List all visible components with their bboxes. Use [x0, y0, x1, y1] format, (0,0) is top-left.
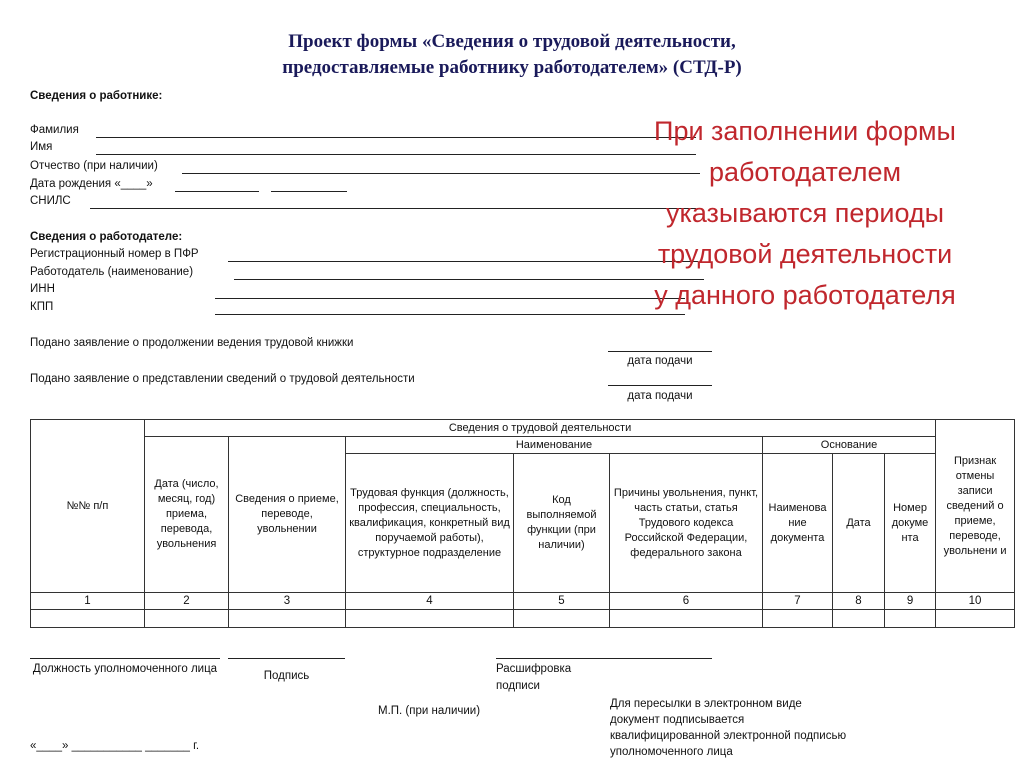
table-cell[interactable] [885, 610, 936, 628]
overlay-line: работодателем [708, 157, 902, 187]
col-date-header: Дата (число, месяц, год) приема, перевода, увольнения [145, 437, 229, 593]
table-cell[interactable] [610, 610, 763, 628]
table-cell[interactable] [31, 610, 145, 628]
stamp-label: М.П. (при наличии) [378, 705, 481, 717]
note-line: Для пересылки в электронном виде [610, 698, 802, 710]
workbook-date-field[interactable] [608, 351, 712, 352]
birth-date-label: Дата рождения «____» [30, 178, 153, 190]
patronymic-label: Отчество (при наличии) [30, 160, 158, 172]
position-line[interactable] [30, 658, 220, 659]
col-number: 1 [31, 593, 145, 610]
electronic-signature-note [610, 696, 846, 760]
surname-label: Фамилия [30, 124, 79, 136]
form-title-line2: предоставляемые работнику работодателем» (СТД-Р) [282, 57, 742, 78]
employer-section-heading: Сведения о работодателе: [30, 231, 183, 243]
info-date-caption: дата подачи [627, 390, 693, 402]
workbook-date-caption: дата подачи [627, 355, 693, 367]
overlay-line: трудовой деятельности [657, 239, 953, 269]
signature-caption: Подпись [263, 670, 310, 682]
overlay-line: у данного работодателя [654, 280, 956, 310]
col-info-header: Сведения о приеме, переводе, увольнении [229, 437, 346, 593]
snils-label: СНИЛС [30, 195, 71, 207]
note-line: квалифицированной электронной подписью [610, 730, 847, 742]
kpp-label: КПП [30, 301, 54, 313]
col-reasons-header: Причины увольнения, пункт, часть статьи, статья Трудового кодекса Российской Федерации, федерального закона [610, 454, 763, 593]
group-basis-header: Основание [763, 437, 936, 454]
inn-label: ИНН [30, 283, 55, 295]
col-num-header: №№ п/п [31, 420, 145, 593]
col-cancel-header: Признак отмены записи сведений о приеме, переводе, увольнени и [936, 420, 1015, 593]
col-number: 5 [514, 593, 610, 610]
col-docdate-header: Дата [833, 454, 885, 593]
workbook-application-label: Подано заявление о продолжении ведения трудовой книжки [30, 337, 354, 349]
overlay-note [600, 111, 1010, 316]
col-docnum-header: Номер докуме нта [885, 454, 936, 593]
table-cell[interactable] [763, 610, 833, 628]
overlay-line: указываются периоды [665, 198, 945, 228]
col-code-header: Код выполняемой функции (при наличии) [514, 454, 610, 593]
decoding-line[interactable] [496, 658, 712, 659]
table-cell[interactable] [346, 610, 514, 628]
table-cell[interactable] [936, 610, 1015, 628]
employment-history-table [30, 419, 1015, 628]
pfr-number-label: Регистрационный номер в ПФР [30, 248, 199, 260]
group-title-header: Сведения о трудовой деятельности [145, 420, 936, 437]
table-cell[interactable] [229, 610, 346, 628]
col-number: 7 [763, 593, 833, 610]
table-cell[interactable] [145, 610, 229, 628]
position-caption: Должность уполномоченного лица [32, 663, 218, 675]
table-row [31, 610, 1015, 628]
col-number: 10 [936, 593, 1015, 610]
col-number: 4 [346, 593, 514, 610]
date-line: «____» ___________ _______ г. [30, 740, 200, 752]
overlay-line: При заполнении формы [654, 116, 956, 146]
form-title-line1: Проект формы «Сведения о трудовой деятельности, [288, 31, 736, 52]
table-cell[interactable] [833, 610, 885, 628]
note-line: документ подписывается [610, 714, 745, 726]
table-cell[interactable] [514, 610, 610, 628]
info-date-field[interactable] [608, 385, 712, 386]
col-number: 3 [229, 593, 346, 610]
col-number: 9 [885, 593, 936, 610]
note-line: уполномоченного лица [610, 746, 733, 758]
group-name-header: Наименование [346, 437, 763, 454]
birth-month-field[interactable] [175, 191, 259, 192]
col-function-header: Трудовая функция (должность, профессия, специальность, квалификация, конкретный вид поручаемой работы), структурное подразделение [346, 454, 514, 593]
col-docname-header: Наименова ние документа [763, 454, 833, 593]
col-number: 8 [833, 593, 885, 610]
col-number: 2 [145, 593, 229, 610]
info-application-label: Подано заявление о представлении сведений о трудовой деятельности [30, 373, 415, 385]
employee-section-heading: Сведения о работнике: [30, 90, 163, 102]
table-row [31, 593, 1015, 610]
decoding-caption: Расшифровка подписи [496, 663, 572, 692]
birth-year-field[interactable] [271, 191, 347, 192]
name-label: Имя [30, 141, 53, 153]
signature-line[interactable] [228, 658, 345, 659]
col-number: 6 [610, 593, 763, 610]
employer-name-label: Работодатель (наименование) [30, 266, 194, 278]
